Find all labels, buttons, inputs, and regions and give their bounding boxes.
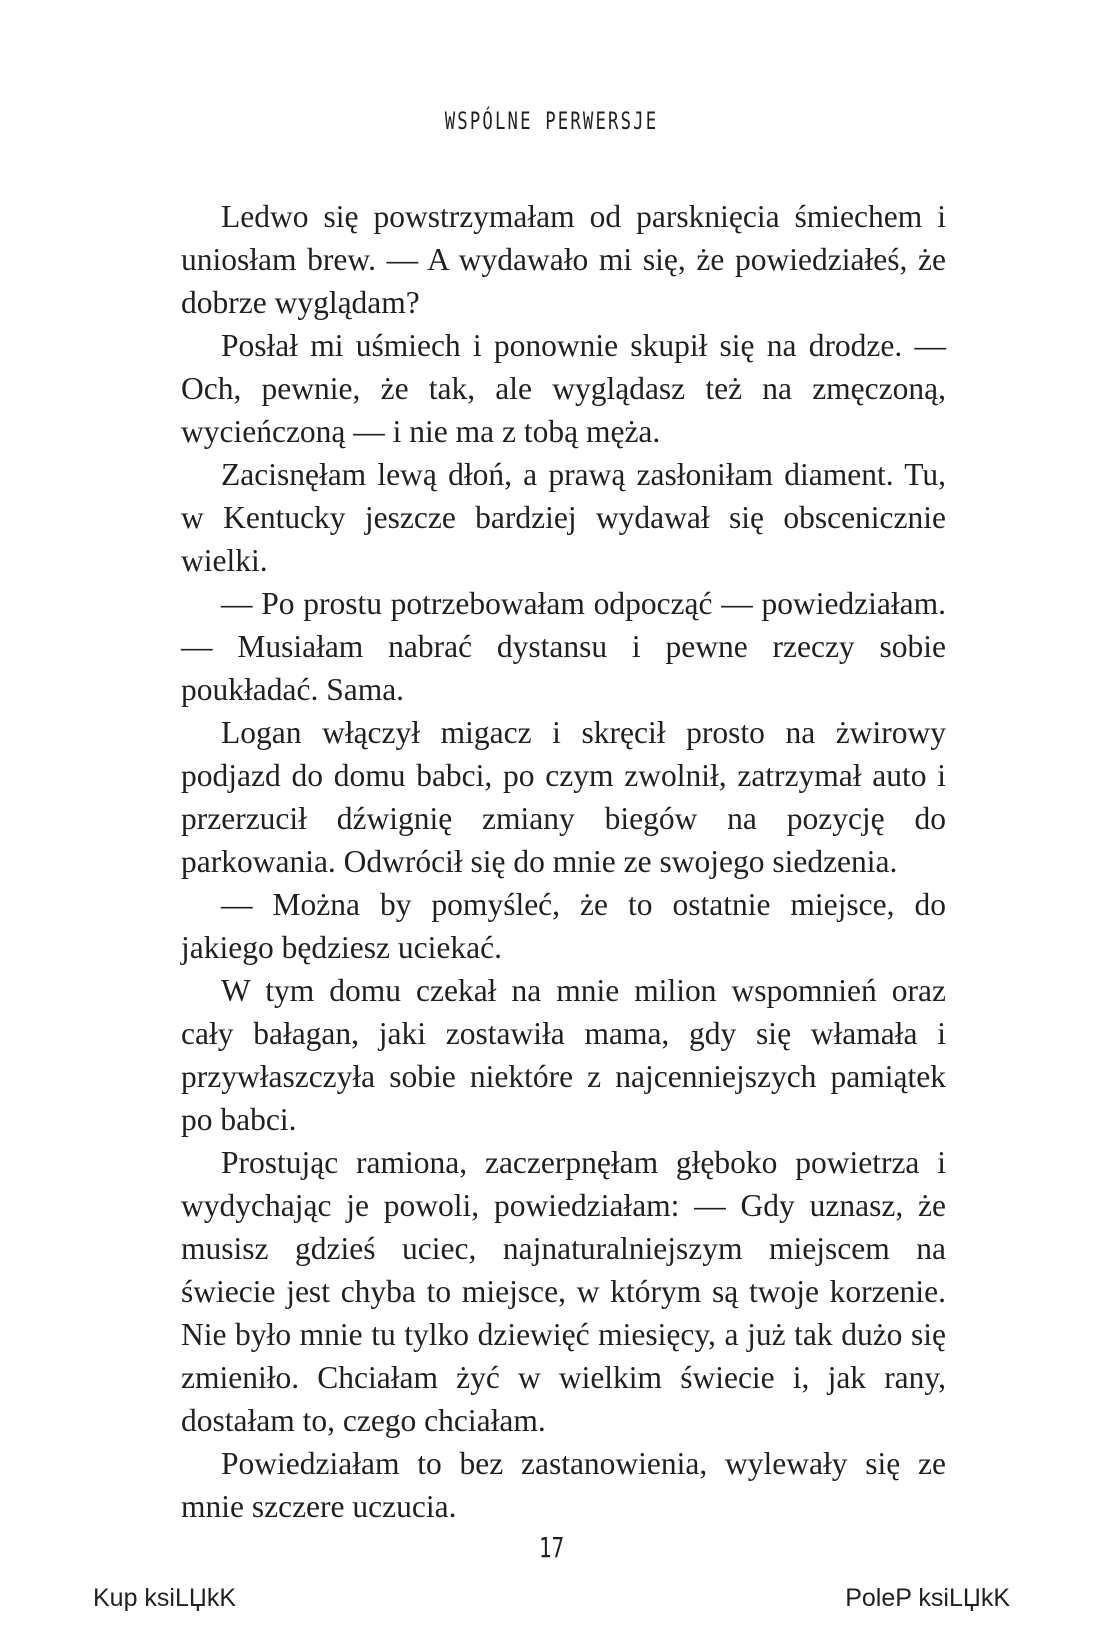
- paragraph: Zacisnęłam lewą dłoń, a prawą zasłoniłam diament. Tu, w Kentucky jeszcze bardziej wydawał się obscenicznie wielki.: [181, 457, 946, 578]
- paragraph: — Po prostu potrzebowałam odpocząć — powiedziałam. — Musiałam nabrać dystansu i pewne rzeczy sobie poukładać. Sama.: [181, 586, 946, 707]
- paragraph: — Można by pomyśleć, że to ostatnie miejsce, do jakiego będziesz uciekać.: [181, 887, 946, 965]
- paragraph: Posłał mi uśmiech i ponownie skupił się na drodze. — Och, pewnie, że tak, ale wyglądasz też na zmęczoną, wycieńczoną — i nie ma z tobą męża.: [181, 328, 946, 449]
- paragraph: Powiedziałam to bez zastanowienia, wylewały się ze mnie szczere uczucia.: [181, 1446, 946, 1524]
- body-text: [181, 195, 946, 1528]
- paragraph: Logan włączył migacz i skręcił prosto na żwirowy podjazd do domu babci, po czym zwolnił, zatrzymał auto i przerzucił dźwignię zmiany biegów na pozycję do parkowania. Odwrócił się do mnie ze swojego siedzenia.: [181, 715, 946, 879]
- paragraph: Ledwo się powstrzymałam od parsknięcia śmiechem i uniosłam brew. — A wydawało mi się, że powiedziałeś, że dobrze wyglądam?: [181, 199, 946, 320]
- recommend-book-link[interactable]: PoleP ksiLЏkK: [845, 1584, 1010, 1612]
- paragraph: W tym domu czekał na mnie milion wspomnień oraz cały bałagan, jaki zostawiła mama, gdy się włamała i przywłaszczyła sobie niektóre z najcenniejszych pamiątek po babci.: [181, 973, 946, 1137]
- buy-book-link[interactable]: Kup ksiLЏkK: [93, 1584, 237, 1612]
- running-header: WSPÓLNE PERWERSJE: [444, 107, 659, 135]
- paragraph: Prostując ramiona, zaczerpnęłam głęboko powietrza i wydychając je powoli, powiedziałam: — Gdy uznasz, że musisz gdzieś uciec, najnaturalniejszym miejscem na świecie jest chyba to miejsce, w którym są twoje korzenie. Nie było mnie tu tylko dziewięć miesięcy, a już tak dużo się zmieniło. Chciałam żyć w wielkim świecie i, jak rany, dostałam to, czego chciałam.: [181, 1145, 946, 1438]
- page-number: 17: [538, 1531, 565, 1564]
